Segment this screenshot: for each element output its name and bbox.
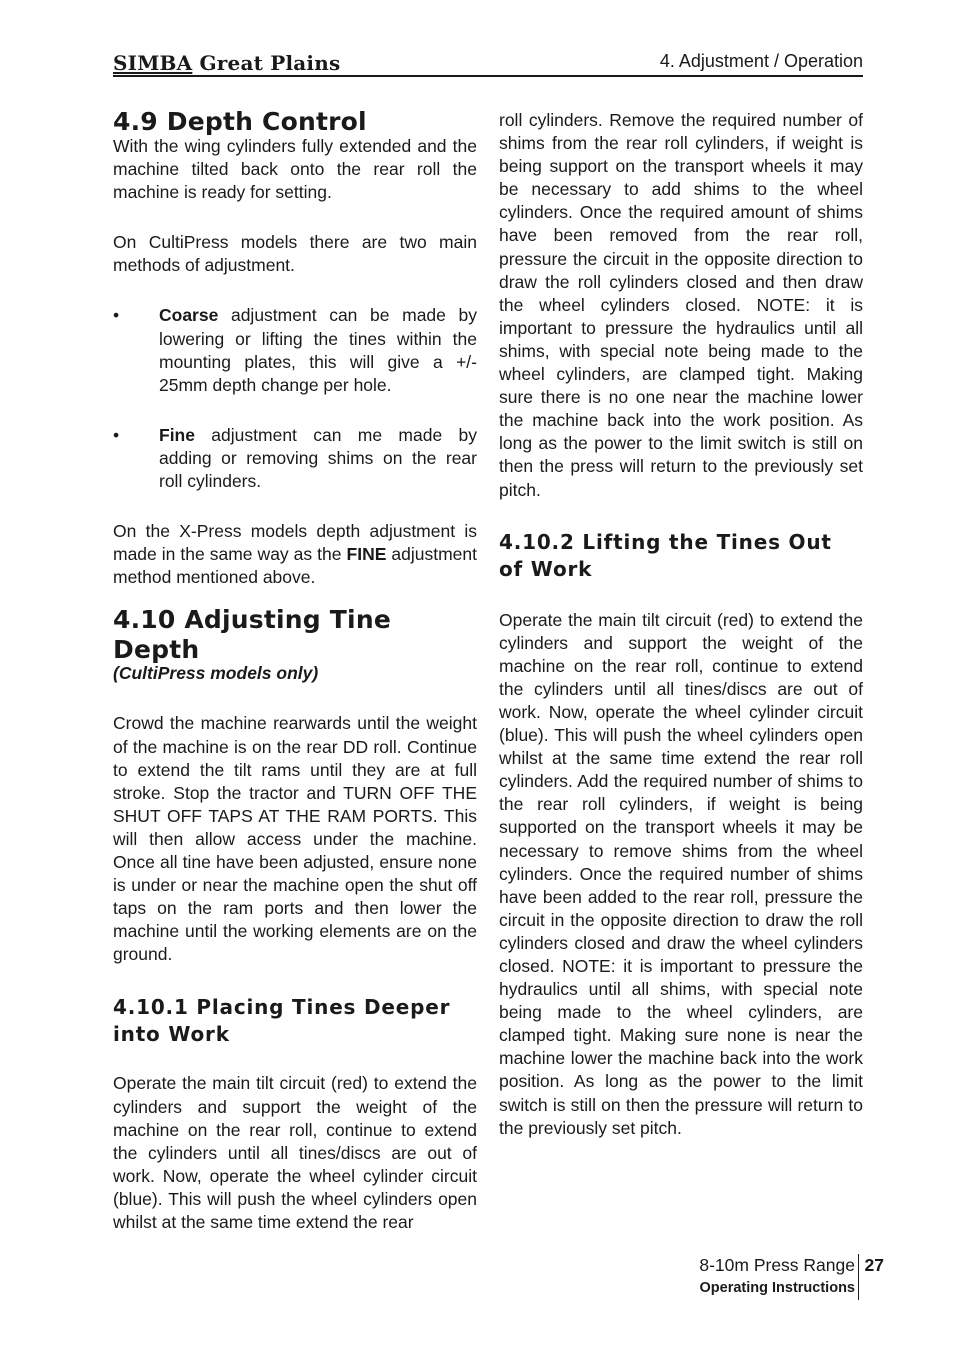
heading-placing-tines-deeper: 4.10.1 Placing Tines Deeper into Work <box>113 995 451 1047</box>
right-column <box>499 105 863 1140</box>
bullet-fine-text <box>159 424 477 493</box>
xpress-text-a: On the X-Press models depth adjustment is made in the same way as the <box>113 521 477 565</box>
bullet-coarse <box>113 304 477 396</box>
bullet-coarse-body: adjustment can be made by lowering or lifting the tines within the mounting plates, this will give a +/- 25mm depth change per hole. <box>159 305 477 395</box>
bullet-coarse-term: Coarse <box>159 305 219 326</box>
paragraph-intro: With the wing cylinders fully extended and the machine tilted back onto the rear roll the machine is ready for setting. <box>113 136 477 203</box>
heading-adjusting-tine-depth: 4.10 Adjusting Tine Depth <box>113 605 391 665</box>
paragraph-methods: On CultiPress models there are two main methods of adjustment. <box>113 232 477 276</box>
bullet-fine <box>113 424 477 493</box>
heading-lifting-tines: 4.10.2 Lifting the Tines Out of Work <box>499 529 832 581</box>
brand-great-plains: Great Plains <box>192 51 341 75</box>
section-label: 4. Adjustment / Operation <box>659 51 863 71</box>
page-header <box>113 48 863 77</box>
bullet-dot: • <box>113 424 120 445</box>
footer-title: 8-10m Press Range <box>699 1255 855 1275</box>
footer-divider <box>858 1254 860 1300</box>
footer-subtitle: Operating Instructions <box>699 1280 855 1296</box>
left-column <box>113 105 477 1234</box>
paragraph-placing-deeper: Operate the main tilt circuit (red) to extend the cylinders and support the weight of the machine on the rear roll, continue to extend the cylinders until all tines/discs are out of work. Now, operate the wheel cylinder circuit (blue). This will push the wheel cylinders open whilst at the same time extend the rear <box>113 1073 477 1232</box>
bullet-fine-term: Fine <box>159 424 195 445</box>
paragraph-xpress <box>113 520 477 589</box>
paragraph-lifting: Operate the main tilt circuit (red) to extend the cylinders and support the weight of the machine on the rear roll, continue to extend the cylinders until all tines/discs are out of work. Now, operate the wheel cylinder circuit (blue). This will push the wheel cylinders open whilst at the same time extend the rear roll cylinders. Add the required number of shims to the rear roll cylinders, if weight is being supported on the transport wheels it may be necessary to remove shims from the wheel cylinders. Once the required number of shims have been added to the rear roll, pressure the circuit in the opposite direction to draw the roll cylinders closed and draw the wheel cylinders closed. NOTE: it is important to pressure the hydraulics until all shims, with special note being made to the wheel cylinders, are clamped tight. Making sure none is near the machine lower the machine back into the work position. As long as the power to the limit switch is still on then the pressure will return to the previously set pitch. <box>499 609 863 1138</box>
heading-depth-control: 4.9 Depth Control <box>113 107 367 136</box>
page-number: 27 <box>864 1255 884 1275</box>
xpress-fine-term: FINE <box>346 544 387 565</box>
subtitle-cultipress-only: (CultiPress models only) <box>113 663 319 684</box>
bullet-dot: • <box>113 305 120 326</box>
paragraph-placing-deeper-cont: roll cylinders. Remove the required number of shims from the rear roll cylinders, if weight is being support on the transport wheels it may be necessary to add shims to the wheel cylinders. Once the required amount of shims have been removed from the rear roll, pressure the circuit in the opposite direction to draw the roll cylinders closed and then draw the wheel cylinders closed. NOTE: it is important to pressure the hydraulics until all shims, with special note being made to the wheel cylinders, are clamped tight. Making sure there is no one near the machine lower the machine back into the work position. As long as the power to the limit switch is still on then the press will return to the previously set pitch. <box>499 110 863 500</box>
paragraph-crowd: Crowd the machine rearwards until the weight of the machine is on the rear DD roll. Continue to extend the tilt rams until they are at full stroke. Stop the tractor and TURN OFF THE SHUT OFF TAPS AT THE RAM PORTS. This will then allow access under the machine. Once all tine have been adjusted, ensure none is under or near the machine open the shut off taps on the ram ports and then lower the machine until the working elements are on the ground. <box>113 713 477 965</box>
brand-logo <box>113 51 340 75</box>
xpress-text-c: adjustment method mentioned above. <box>113 544 478 588</box>
bullet-fine-body: adjustment can me made by adding or removing shims on the rear roll cylinders. <box>159 424 477 492</box>
footer-text <box>699 1254 855 1300</box>
brand-simba: SIMBA <box>113 51 193 75</box>
page-footer <box>600 1254 884 1300</box>
bullet-coarse-text <box>159 304 477 396</box>
